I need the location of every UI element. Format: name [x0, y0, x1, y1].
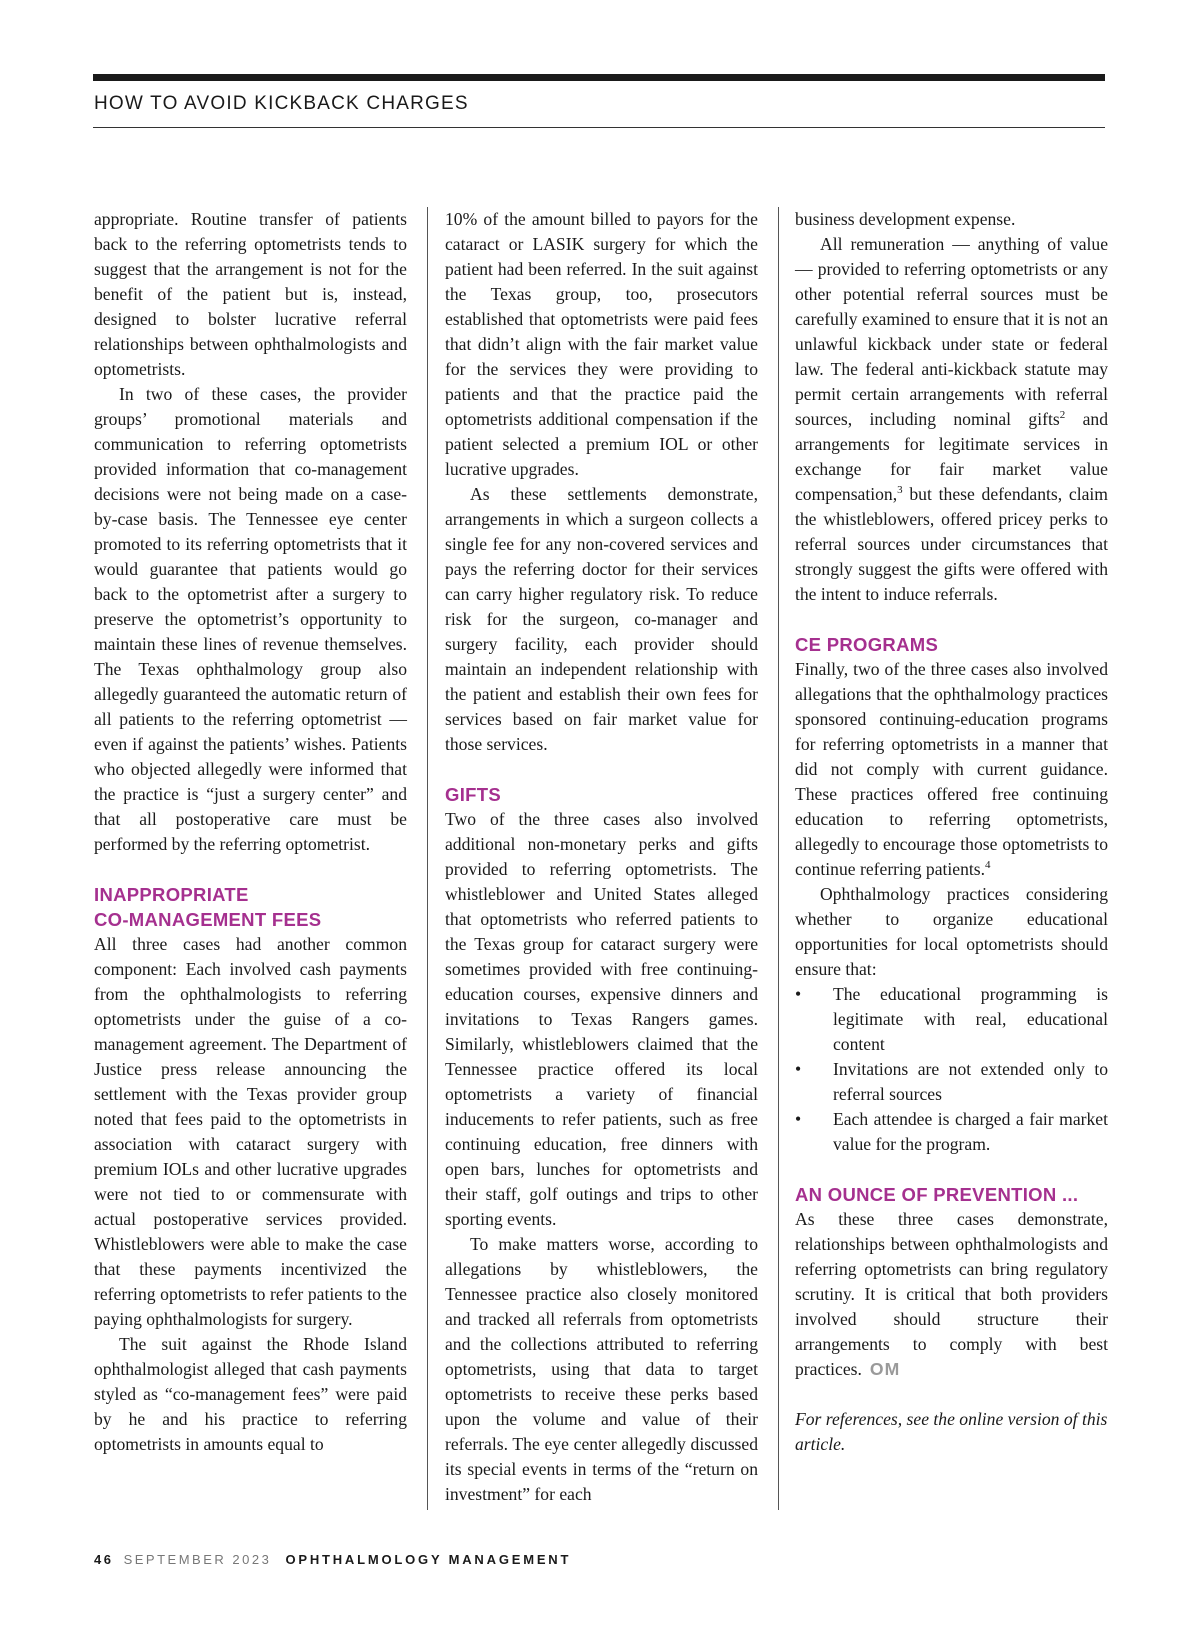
text-run: but these defendants, claim the whistleblowers, offered pricey perks to referral sources under circumstances that strongly suggest the gifts were offered with the intent to induce referrals. [795, 484, 1108, 604]
top-rule [93, 74, 1105, 81]
bullet-text: The educational programming is legitimate with real, educational content [833, 984, 1108, 1054]
paragraph: business development expense. [795, 209, 1016, 229]
bullet-text: Invitations are not extended only to referral sources [833, 1059, 1108, 1104]
column-1 [94, 207, 407, 1457]
bullet-list [795, 982, 1108, 1157]
paragraph: Two of the three cases also involved additional non-monetary perks and gifts provided to referring optometrists. The whistleblower and United States alleged that optometrists who referred patients to the Texas group for cataract surgery were sometimes provided with free continuing-education courses, expensive dinners and invitations to Texas Rangers games. Similarly, whistleblowers claimed that the Tennessee practice offered its local optometrists a variety of financial inducements to refer patients, such as free continuing education, free dinners with open bars, lunches for optometrists and their staff, golf outings and trips to other sporting events. [445, 809, 758, 1229]
bullet-item [795, 982, 1108, 1057]
column-2 [445, 207, 758, 1507]
paragraph [795, 657, 1108, 882]
text-run: Finally, two of the three cases also involved allegations that the ophthalmology practices sponsored continuing-education programs for referring optometrists in a manner that did not comply with current guidance. These practices offered free continuing education to referring optometrists, allegedly to encourage those optometrists to continue referring patients. [795, 659, 1108, 879]
text-run: As these three cases demonstrate, relationships between ophthalmologists and referring optometrists can bring regulatory scrutiny. It is critical that both providers involved should structure their arrangements to comply with best practices. [795, 1209, 1108, 1379]
column-3 [795, 207, 1108, 1457]
section-header: HOW TO AVOID KICKBACK CHARGES [94, 93, 469, 114]
bullet-icon: • [795, 984, 802, 1004]
column-divider [427, 207, 428, 1510]
bullet-icon: • [795, 1109, 802, 1129]
bullet-item [795, 1107, 1108, 1157]
paragraph [795, 1207, 1108, 1382]
bullet-icon: • [795, 1059, 802, 1079]
heading-inappropriate-co-management-fees [94, 882, 407, 932]
text-run: and arrangements for legitimate services in exchange for fair market value compensation, [795, 409, 1108, 504]
header-rule [93, 127, 1105, 128]
magazine-title: OPHTHALMOLOGY MANAGEMENT [285, 1552, 572, 1567]
issue-date: SEPTEMBER 2023 [123, 1552, 272, 1567]
paragraph [795, 232, 1108, 607]
paragraph: Ophthalmology practices considering whether to organize educational opportunities for local optometrists should ensure that: [795, 884, 1108, 979]
column-divider [778, 207, 779, 1510]
heading-gifts: GIFTS [445, 784, 501, 805]
bullet-text: Each attendee is charged a fair market value for the program. [833, 1109, 1108, 1154]
heading-an-ounce-of-prevention: AN OUNCE OF PREVENTION ... [795, 1184, 1079, 1205]
paragraph: To make matters worse, according to allegations by whistleblowers, the Tennessee practice also closely monitored and tracked all referrals from optometrists and the collections attributed to referring optometrists, using that data to target optometrists to receive these perks based upon the volume and value of their referrals. The eye center allegedly discussed its special events in terms of the “return on investment” for each [445, 1234, 758, 1504]
paragraph: In two of these cases, the provider groups’ promotional materials and communication to referring optometrists provided information that co-management decisions were not being made on a case-by-case basis. The Tennessee eye center promoted to its referring optometrists that it would guarantee that patients would go back to the optometrist after a surgery to preserve the optometrist’s opportunity to maintain these lines of revenue themselves. The Texas ophthalmology group also allegedly guaranteed the automatic return of all patients to the referring optometrist — even if against the patients’ wishes. Patients who objected allegedly were informed that the practice is “just a surgery center” and that all postoperative care must be performed by the referring optometrist. [94, 384, 407, 854]
paragraph: As these settlements demonstrate, arrangements in which a surgeon collects a single fee for any non-covered services and pays the referring doctor for their services can carry higher regulatory risk. To reduce risk for the surgeon, co-manager and surgery facility, each provider should maintain an independent relationship with the patient and establish their own fees for services based on fair market value for those services. [445, 484, 758, 754]
bullet-item [795, 1057, 1108, 1107]
paragraph: 10% of the amount billed to payors for the cataract or LASIK surgery for which the patient had been referred. In the suit against the Texas group, too, prosecutors established that optometrists were paid fees that didn’t align with the fair market value for the services they were providing to patients and that the practice paid the optometrists additional compensation if the patient selected a premium IOL or other lucrative upgrades. [445, 209, 758, 479]
heading-line: INAPPROPRIATE [94, 884, 249, 905]
text-run: All remuneration — anything of value — provided to referring optometrists or any other potential referral sources must be carefully examined to ensure that it is not an unlawful kickback under state or federal law. The federal anti-kickback statute may permit certain arrangements with referral sources, including nominal gifts [795, 234, 1108, 429]
heading-line: CO-MANAGEMENT FEES [94, 909, 322, 930]
om-end-mark: OM [869, 1359, 901, 1379]
paragraph: appropriate. Routine transfer of patients back to the referring optometrists tends to suggest that the arrangement is not for the benefit of the patient but is, instead, designed to bolster lucrative referral relationships between ophthalmologists and optometrists. [94, 209, 407, 379]
page-number: 46 [94, 1552, 114, 1567]
page-footer [94, 1551, 571, 1569]
heading-ce-programs: CE PROGRAMS [795, 634, 939, 655]
references-note: For references, see the online version of this article. [795, 1409, 1108, 1454]
footnote-ref: 2 [1059, 409, 1066, 422]
paragraph: The suit against the Rhode Island ophthalmologist alleged that cash payments styled as “co-management fees” were paid by he and his practice to referring optometrists in amounts equal to [94, 1334, 407, 1454]
footnote-ref: 3 [897, 484, 903, 497]
paragraph: All three cases had another common component: Each involved cash payments from the ophthalmologists to referring optometrists under the guise of a co-management agreement. The Department of Justice press release announcing the settlement with the Texas provider group noted that fees paid to the optometrists in association with cataract surgery with premium IOLs and other lucrative upgrades were not tied to or commensurate with actual postoperative services provided. Whistleblowers were able to make the case that these payments incentivized the referring optometrists to refer patients to the paying ophthalmologists for surgery. [94, 934, 407, 1329]
footnote-ref: 4 [985, 859, 991, 872]
